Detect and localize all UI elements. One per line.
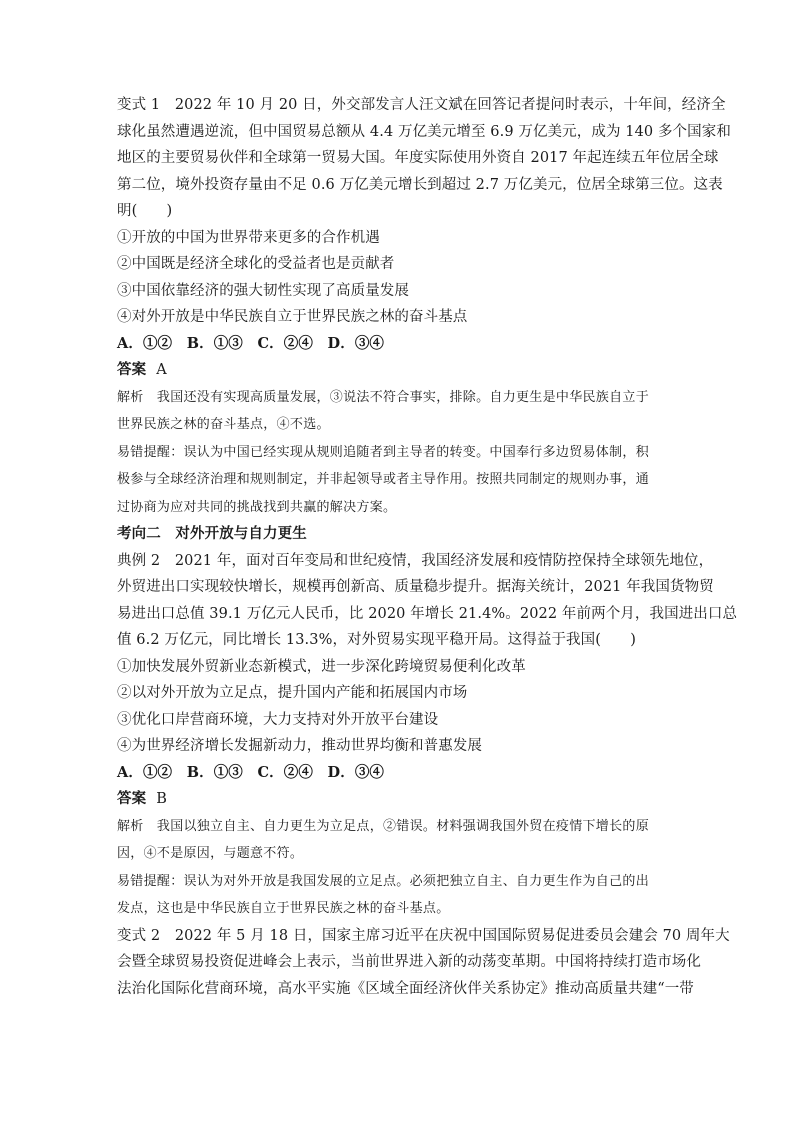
example-2-question — [117, 548, 738, 654]
answer-row — [117, 357, 683, 384]
question-line: 球化虽然遭遇逆流，但中国贸易总额从 4.4 万亿美元增至 6.9 万亿美元，成为 140 多个国家和 — [117, 123, 731, 140]
variant-2-question — [117, 923, 730, 1003]
answer-choices: A．①② B．①③ C．②④ D．③④ — [117, 334, 385, 352]
variant-1-question — [117, 92, 731, 225]
option-item: ②以对外开放为立足点，提升国内产能和拓展国内市场 — [117, 685, 468, 701]
option-item: ③优化口岸营商环境，大力支持对外开放平台建设 — [117, 711, 439, 728]
error-reminder-line: 极参与全球经济治理和规则制定，并非起领导或者主导作用。按照共同制定的规则办事，通 — [117, 472, 650, 487]
answer-row — [117, 786, 683, 813]
error-reminder-line: 发点，这也是中华民族自立于世界民族之林的奋斗基点。 — [117, 901, 450, 916]
option-item: ②中国既是经济全球化的受益者也是贡献者 — [117, 256, 395, 272]
error-reminder-block — [117, 439, 683, 522]
question-line: 第二位，境外投资存量由不足 0.6 万亿美元增长到超过 2.7 万亿美元，位居全球第三位。这表 — [117, 176, 723, 193]
analysis-block — [117, 384, 683, 439]
example-2-options — [117, 654, 683, 760]
answer-choices: A．①② B．①③ C．②④ D．③④ — [117, 763, 385, 781]
question-line: 变式 2 2022 年 5 月 18 日，国家主席习近平在庆祝中国国际贸易促进委员会建会 70 周年大 — [117, 927, 730, 944]
question-line: 法治化国际化营商环境，高水平实施《区域全面经济伙伴关系协定》推动高质量共建“一带 — [117, 980, 694, 997]
option-item: ①开放的中国为世界带来更多的合作机遇 — [117, 229, 380, 246]
question-line: 易进出口总值 39.1 万亿元人民币，比 2020 年增长 21.4%。2022 年前两个月，我国进出口总 — [117, 605, 738, 622]
question-line: 值 6.2 万亿元，同比增长 13.3%，对外贸易实现平稳开局。这得益于我国( ) — [117, 632, 636, 648]
variant-1-options — [117, 225, 683, 331]
question-line: 地区的主要贸易伙伴和全球第一贸易大国。年度实际使用外资自 2017 年起连续五年位居全球 — [117, 150, 719, 166]
option-item: ①加快发展外贸新业态新模式，进一步深化跨境贸易便利化改革 — [117, 658, 526, 675]
option-item: ④为世界经济增长发掘新动力，推动世界均衡和普惠发展 — [117, 738, 482, 754]
answer-label: 答案 — [117, 361, 147, 378]
page-content — [117, 92, 738, 1002]
analysis-line: 解析 我国以独立自主、自力更生为立足点，②错误。材料强调我国外贸在疫情下增长的原 — [117, 818, 650, 834]
option-item: ③中国依靠经济的强大韧性实现了高质量发展 — [117, 282, 409, 299]
question-line: 明( ) — [117, 203, 173, 219]
error-reminder-line: 过协商为应对共同的挑战找到共赢的解决方案。 — [117, 499, 397, 515]
question-line: 典例 2 2021 年，面对百年变局和世纪疫情，我国经济发展和疫情防控保持全球领先地位， — [117, 552, 714, 569]
analysis-line: 解析 我国还没有实现高质量发展，③说法不符合事实，排除。自力更生是中华民族自立于 — [117, 389, 650, 405]
section-heading: 考向二 对外开放与自力更生 — [117, 525, 307, 542]
analysis-block — [117, 813, 683, 868]
answer-value: B — [156, 791, 167, 807]
error-reminder-line: 易错提醒：误认为中国已经实现从规则追随者到主导者的转变。中国奉行多边贸易体制，积 — [117, 444, 650, 460]
question-line: 变式 1 2022 年 10 月 20 日，外交部发言人汪文斌在回答记者提问时表示，十年间，经济全 — [117, 97, 726, 113]
error-reminder-line: 易错提醒：误认为对外开放是我国发展的立足点。必须把独立自主、自力更生作为自己的出 — [117, 873, 650, 889]
analysis-line: 因，④不是原因，与题意不符。 — [117, 846, 304, 861]
question-line: 外贸进出口实现较快增长，规模再创新高、质量稳步提升。据海关统计，2021 年我国货物贸 — [117, 579, 714, 595]
analysis-line: 世界民族之林的奋斗基点，④不选。 — [117, 417, 330, 432]
question-line: 会暨全球贸易投资促进峰会上表示，当前世界进入新的动荡变革期。中国将持续打造市场化 — [117, 954, 701, 970]
error-reminder-block — [117, 868, 683, 923]
answer-value: A — [156, 362, 167, 378]
option-item: ④对外开放是中华民族自立于世界民族之林的奋斗基点 — [117, 309, 468, 325]
answer-label: 答案 — [117, 790, 147, 807]
